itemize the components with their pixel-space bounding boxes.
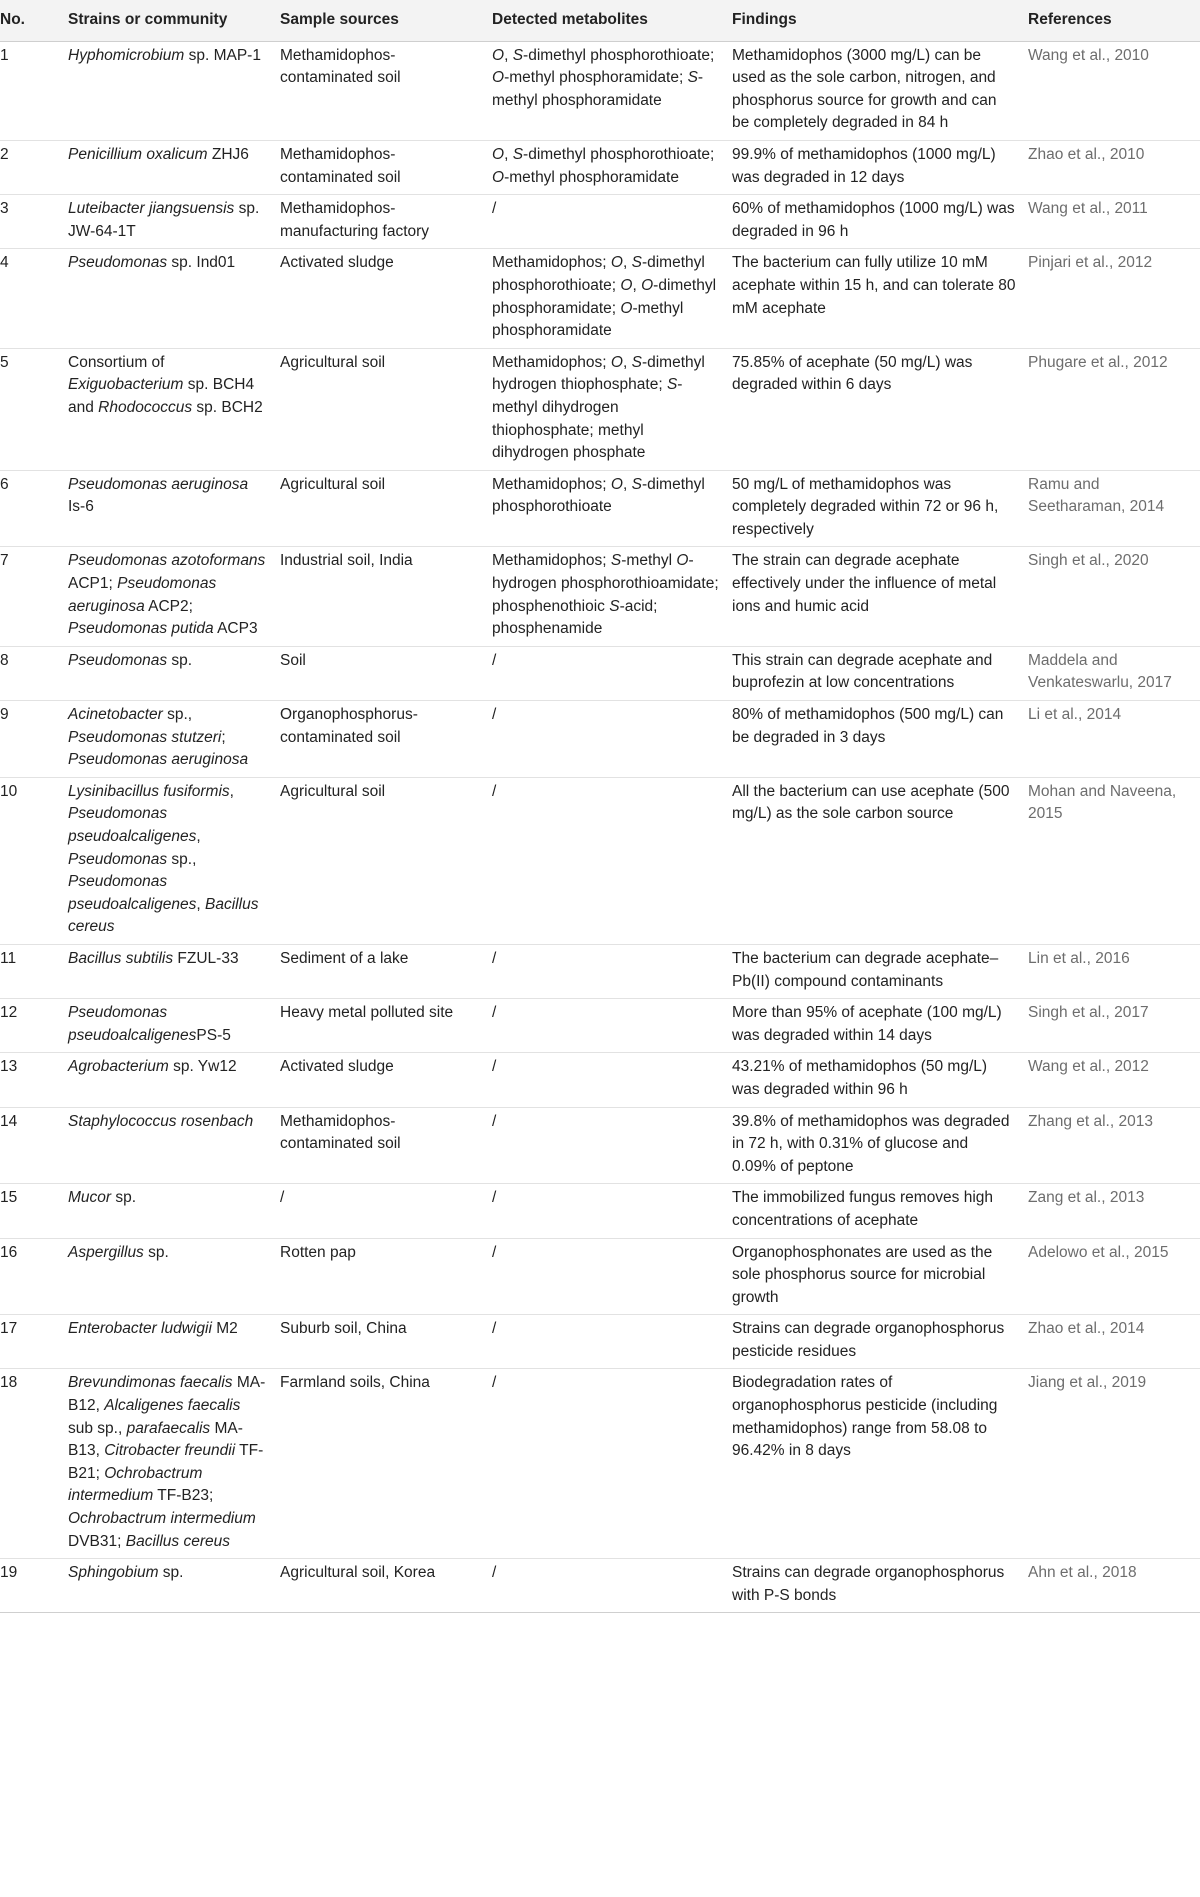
cell-source: Methamidophos-contaminated soil [280,140,492,194]
cell-metabolites: / [492,1315,732,1369]
cell-no: 1 [0,41,68,140]
table-row [0,140,1200,194]
table-row [0,1184,1200,1238]
cell-findings: This strain can degrade acephate and buprofezin at low concentrations [732,646,1028,700]
cell-metabolites: / [492,1238,732,1315]
header-metabolites: Detected metabolites [492,0,732,41]
cell-findings: Strains can degrade organophosphorus pesticide residues [732,1315,1028,1369]
cell-reference[interactable]: Jiang et al., 2019 [1028,1369,1200,1559]
cell-strain: Agrobacterium sp. Yw12 [68,1053,280,1107]
cell-source: Agricultural soil [280,470,492,547]
cell-strain: Pseudomonas sp. [68,646,280,700]
cell-metabolites: / [492,944,732,998]
cell-source: / [280,1184,492,1238]
cell-source: Suburb soil, China [280,1315,492,1369]
cell-strain: Enterobacter ludwigii M2 [68,1315,280,1369]
cell-source: Heavy metal polluted site [280,999,492,1053]
table-row [0,195,1200,249]
cell-metabolites: / [492,1053,732,1107]
cell-reference[interactable]: Wang et al., 2012 [1028,1053,1200,1107]
table-row [0,999,1200,1053]
cell-source: Methamidophos-manufacturing factory [280,195,492,249]
table-row [0,1053,1200,1107]
header-no: No. [0,0,68,41]
cell-no: 2 [0,140,68,194]
cell-findings: The bacterium can degrade acephate–Pb(II) compound contaminants [732,944,1028,998]
cell-no: 11 [0,944,68,998]
cell-source: Methamidophos-contaminated soil [280,41,492,140]
cell-findings: More than 95% of acephate (100 mg/L) was degraded within 14 days [732,999,1028,1053]
cell-metabolites: Methamidophos; O, S-dimethyl hydrogen thiophosphate; S-methyl dihydrogen thiophosphate; methyl dihydrogen phosphate [492,348,732,470]
header-references: References [1028,0,1200,41]
cell-no: 17 [0,1315,68,1369]
cell-reference[interactable]: Pinjari et al., 2012 [1028,249,1200,348]
cell-reference[interactable]: Li et al., 2014 [1028,701,1200,778]
cell-source: Activated sludge [280,1053,492,1107]
cell-strain: Penicillium oxalicum ZHJ6 [68,140,280,194]
cell-findings: The immobilized fungus removes high concentrations of acephate [732,1184,1028,1238]
header-sources: Sample sources [280,0,492,41]
cell-source: Soil [280,646,492,700]
cell-findings: 99.9% of methamidophos (1000 mg/L) was degraded in 12 days [732,140,1028,194]
cell-strain: Acinetobacter sp., Pseudomonas stutzeri; Pseudomonas aeruginosa [68,701,280,778]
cell-findings: The strain can degrade acephate effectively under the influence of metal ions and humic acid [732,547,1028,646]
table-row [0,777,1200,944]
table-row [0,944,1200,998]
cell-no: 8 [0,646,68,700]
cell-metabolites: Methamidophos; O, S-dimethyl phosphorothioate [492,470,732,547]
table-row [0,1559,1200,1613]
cell-strain: Pseudomonas sp. Ind01 [68,249,280,348]
cell-strain: Brevundimonas faecalis MA-B12, Alcaligenes faecalis sub sp., parafaecalis MA-B13, Citrobacter freundii TF-B21; Ochrobactrum intermedium TF-B23; Ochrobactrum intermedium DVB31; Bacillus cereus [68,1369,280,1559]
cell-reference[interactable]: Maddela and Venkateswarlu, 2017 [1028,646,1200,700]
cell-findings: All the bacterium can use acephate (500 mg/L) as the sole carbon source [732,777,1028,944]
cell-findings: 80% of methamidophos (500 mg/L) can be degraded in 3 days [732,701,1028,778]
cell-reference[interactable]: Zhao et al., 2010 [1028,140,1200,194]
cell-metabolites: / [492,1184,732,1238]
header-strains: Strains or community [68,0,280,41]
cell-no: 5 [0,348,68,470]
cell-reference[interactable]: Wang et al., 2010 [1028,41,1200,140]
table-row [0,547,1200,646]
cell-no: 9 [0,701,68,778]
cell-source: Agricultural soil [280,777,492,944]
cell-strain: Sphingobium sp. [68,1559,280,1613]
cell-findings: 60% of methamidophos (1000 mg/L) was degraded in 96 h [732,195,1028,249]
cell-no: 12 [0,999,68,1053]
cell-source: Agricultural soil, Korea [280,1559,492,1613]
cell-strain: Aspergillus sp. [68,1238,280,1315]
cell-strain: Pseudomonas pseudoalcaligenesPS-5 [68,999,280,1053]
table-row [0,1315,1200,1369]
cell-metabolites: O, S-dimethyl phosphorothioate; O-methyl phosphoramidate [492,140,732,194]
table-row [0,41,1200,140]
cell-no: 10 [0,777,68,944]
cell-reference[interactable]: Singh et al., 2020 [1028,547,1200,646]
cell-metabolites: / [492,646,732,700]
cell-findings: 39.8% of methamidophos was degraded in 72 h, with 0.31% of glucose and 0.09% of peptone [732,1107,1028,1184]
cell-source: Rotten pap [280,1238,492,1315]
cell-findings: The bacterium can fully utilize 10 mM acephate within 15 h, and can tolerate 80 mM acephate [732,249,1028,348]
cell-reference[interactable]: Zang et al., 2013 [1028,1184,1200,1238]
cell-reference[interactable]: Zhang et al., 2013 [1028,1107,1200,1184]
cell-metabolites: / [492,195,732,249]
cell-reference[interactable]: Wang et al., 2011 [1028,195,1200,249]
cell-metabolites: / [492,1559,732,1613]
cell-no: 14 [0,1107,68,1184]
table-row [0,1369,1200,1559]
cell-metabolites: / [492,999,732,1053]
cell-source: Methamidophos-contaminated soil [280,1107,492,1184]
cell-source: Organophosphorus-contaminated soil [280,701,492,778]
cell-strain: Bacillus subtilis FZUL-33 [68,944,280,998]
cell-metabolites: / [492,777,732,944]
cell-metabolites: Methamidophos; S-methyl O-hydrogen phosphorothioamidate; phosphenothioic S-acid; phosphenamide [492,547,732,646]
cell-reference[interactable]: Singh et al., 2017 [1028,999,1200,1053]
table-row [0,470,1200,547]
cell-no: 16 [0,1238,68,1315]
cell-reference[interactable]: Lin et al., 2016 [1028,944,1200,998]
cell-source: Agricultural soil [280,348,492,470]
cell-findings: Methamidophos (3000 mg/L) can be used as the sole carbon, nitrogen, and phosphorus source for growth and can be completely degraded in 84 h [732,41,1028,140]
cell-strain: Luteibacter jiangsuensis sp. JW-64-1T [68,195,280,249]
cell-no: 13 [0,1053,68,1107]
cell-strain: Pseudomonas azotoformans ACP1; Pseudomonas aeruginosa ACP2; Pseudomonas putida ACP3 [68,547,280,646]
table-row [0,348,1200,470]
cell-reference[interactable]: Zhao et al., 2014 [1028,1315,1200,1369]
cell-no: 3 [0,195,68,249]
cell-reference[interactable]: Ramu and Seetharaman, 2014 [1028,470,1200,547]
cell-source: Sediment of a lake [280,944,492,998]
cell-no: 18 [0,1369,68,1559]
cell-strain: Lysinibacillus fusiformis, Pseudomonas pseudoalcaligenes, Pseudomonas sp., Pseudomonas pseudoalcaligenes, Bacillus cereus [68,777,280,944]
cell-strain: Staphylococcus rosenbach [68,1107,280,1184]
cell-source: Farmland soils, China [280,1369,492,1559]
cell-strain: Pseudomonas aeruginosa Is-6 [68,470,280,547]
cell-source: Industrial soil, India [280,547,492,646]
table-row [0,1107,1200,1184]
cell-strain: Hyphomicrobium sp. MAP-1 [68,41,280,140]
cell-findings: Organophosphonates are used as the sole phosphorus source for microbial growth [732,1238,1028,1315]
cell-metabolites: O, S-dimethyl phosphorothioate; O-methyl phosphoramidate; S-methyl phosphoramidate [492,41,732,140]
table-row [0,249,1200,348]
cell-metabolites: / [492,1107,732,1184]
cell-metabolites: / [492,1369,732,1559]
cell-no: 15 [0,1184,68,1238]
cell-findings: 43.21% of methamidophos (50 mg/L) was degraded within 96 h [732,1053,1028,1107]
cell-metabolites: / [492,701,732,778]
table-body [0,41,1200,1613]
table-header [0,0,1200,41]
cell-reference[interactable]: Ahn et al., 2018 [1028,1559,1200,1613]
cell-reference[interactable]: Mohan and Naveena, 2015 [1028,777,1200,944]
cell-strain: Consortium of Exiguobacterium sp. BCH4 and Rhodococcus sp. BCH2 [68,348,280,470]
cell-reference[interactable]: Adelowo et al., 2015 [1028,1238,1200,1315]
cell-no: 7 [0,547,68,646]
cell-no: 4 [0,249,68,348]
table-row [0,1238,1200,1315]
cell-source: Activated sludge [280,249,492,348]
cell-no: 19 [0,1559,68,1613]
cell-strain: Mucor sp. [68,1184,280,1238]
header-row [0,0,1200,41]
header-findings: Findings [732,0,1028,41]
cell-findings: 75.85% of acephate (50 mg/L) was degraded within 6 days [732,348,1028,470]
cell-no: 6 [0,470,68,547]
cell-findings: Biodegradation rates of organophosphorus pesticide (including methamidophos) range from 58.08 to 96.42% in 8 days [732,1369,1028,1559]
cell-reference[interactable]: Phugare et al., 2012 [1028,348,1200,470]
cell-findings: Strains can degrade organophosphorus with P-S bonds [732,1559,1028,1613]
cell-findings: 50 mg/L of methamidophos was completely degraded within 72 or 96 h, respectively [732,470,1028,547]
table-row [0,701,1200,778]
cell-metabolites: Methamidophos; O, S-dimethyl phosphorothioate; O, O-dimethyl phosphoramidate; O-methyl phosphoramidate [492,249,732,348]
table-row [0,646,1200,700]
